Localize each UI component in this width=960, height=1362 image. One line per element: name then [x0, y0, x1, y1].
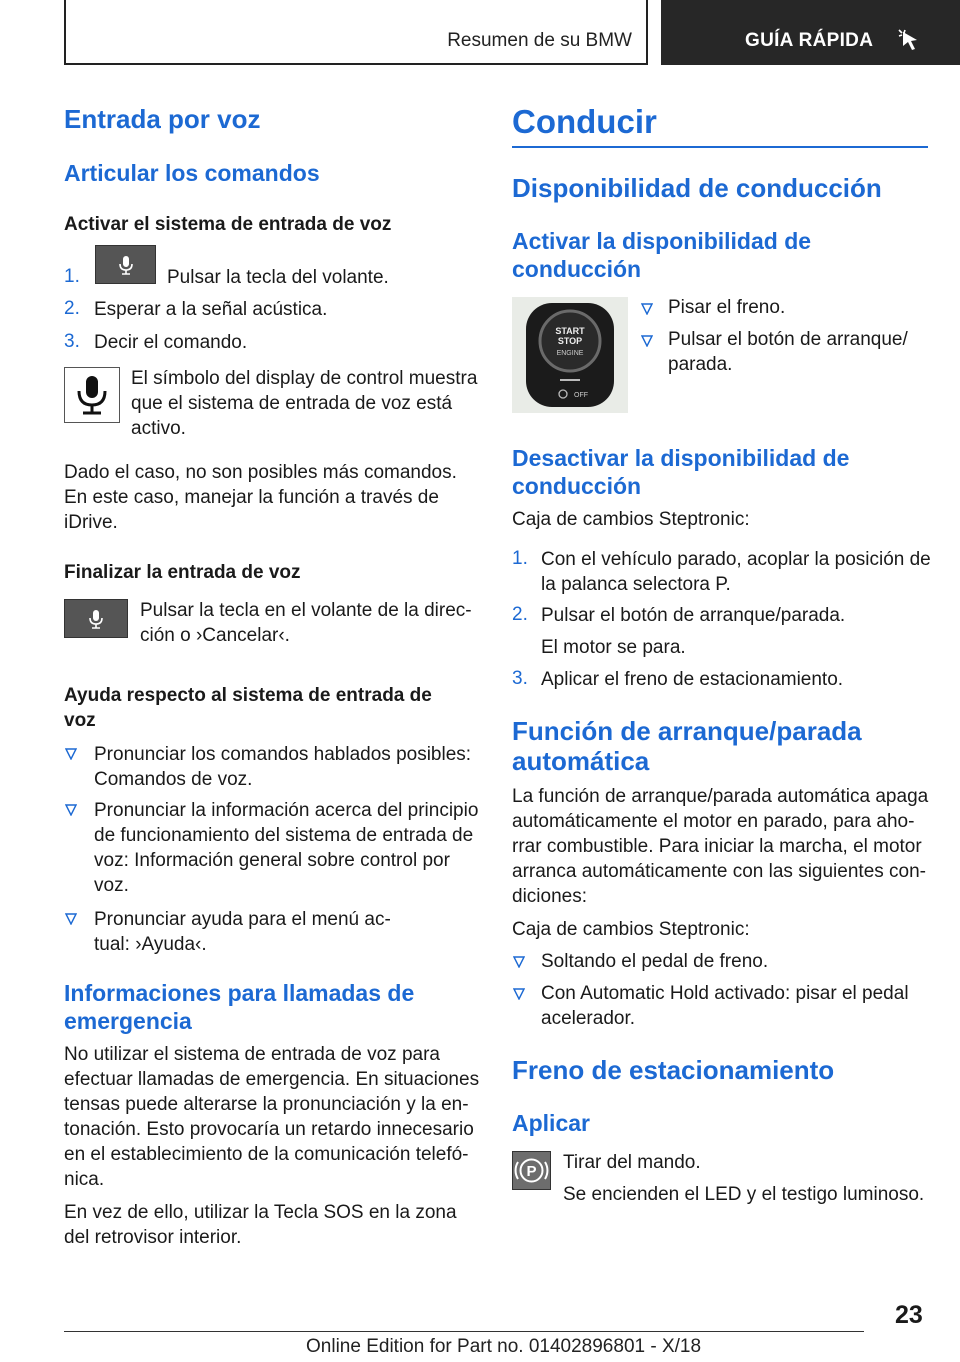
deactivate-step: Con el vehículo parado, acoplar la posición de: [541, 549, 931, 570]
help-item: Comandos de voz.: [94, 769, 253, 790]
subsection-title-commands: Articular los comandos: [64, 160, 320, 186]
step-number: 1.: [512, 548, 528, 569]
apply-step: Tirar del mando.: [563, 1152, 701, 1173]
bullet-triangle-icon: [65, 748, 77, 760]
gearbox-label: Caja de cambios Steptronic:: [512, 509, 750, 530]
deactivate-step: Pulsar el botón de arranque/parada.: [541, 605, 846, 626]
photo-label-stop: STOP: [557, 336, 583, 346]
step-text: Pulsar la tecla del volante.: [167, 267, 389, 288]
bullet-triangle-icon: [65, 804, 77, 816]
paragraph-line: La función de arranque/parada automática apaga: [512, 786, 929, 807]
paragraph-line: nica.: [64, 1169, 105, 1190]
activate-item: parada.: [668, 354, 733, 375]
deactivate-step: Aplicar el freno de estacionamiento.: [541, 669, 844, 690]
apply-result: Se encienden el LED y el testigo luminoso.: [563, 1184, 925, 1205]
help-item: voz: Información general sobre control por: [94, 850, 450, 871]
paragraph-line: del retrovisor interior.: [64, 1227, 242, 1248]
photo-label-start: START: [555, 326, 585, 336]
bullet-triangle-icon: [65, 913, 77, 925]
heading-finish-voice: Finalizar la entrada de voz: [64, 562, 301, 583]
condition-item: Soltando el pedal de freno.: [541, 951, 769, 972]
voice-button-image: [95, 245, 156, 284]
gearbox-label: Caja de cambios Steptronic:: [512, 919, 750, 940]
subsection-title-deactivate: conducción: [512, 473, 642, 499]
paragraph-line: No utilizar el sistema de entrada de voz para: [64, 1044, 440, 1065]
quick-guide-label: GUÍA RÁPIDA: [745, 30, 874, 51]
subsection-title-emergency: Informaciones para llamadas de: [64, 980, 415, 1006]
finish-text-2: ción o ›Cancelar‹.: [140, 625, 290, 646]
heading-activate-voice: Activar el sistema de entrada de voz: [64, 214, 392, 235]
footer-edition: Online Edition for Part no. 01402896801 - X/18: [306, 1336, 702, 1357]
paragraph-line: arranca automáticamente con las siguientes con‐: [512, 861, 927, 882]
bullet-triangle-icon: [513, 956, 525, 968]
paragraph-line: En vez de ello, utilizar la Tecla SOS en la zona: [64, 1202, 457, 1223]
condition-item: Con Automatic Hold activado: pisar el pedal: [541, 983, 909, 1004]
bullet-triangle-icon: [641, 303, 653, 315]
voice-active-symbol-icon: [64, 367, 120, 423]
paragraph-line: tonación. Esto provocaría un retardo innecesario: [64, 1119, 474, 1140]
photo-label-off: OFF: [574, 392, 588, 399]
heading-voice-help: voz: [64, 710, 96, 731]
chapter-rule: [512, 146, 928, 148]
paragraph-line: Dado el caso, no son posibles más comandos.: [64, 462, 457, 483]
section-title-auto-start-stop: automática: [512, 746, 650, 776]
help-item: Pronunciar la información acerca del principio: [94, 800, 479, 821]
subsection-title-emergency: emergencia: [64, 1008, 192, 1034]
symbol-description-1: El símbolo del display de control muestra: [131, 368, 478, 389]
start-stop-button-photo: [512, 297, 628, 413]
photo-label-engine: ENGINE: [556, 350, 584, 357]
heading-voice-help: Ayuda respecto al sistema de entrada de: [64, 685, 432, 706]
quick-guide-tab[interactable]: [661, 0, 960, 65]
paragraph-line: iDrive.: [64, 512, 118, 533]
quick-guide-pointer-icon: [897, 28, 923, 54]
subsection-title-activate: Activar la disponibilidad de: [512, 228, 812, 254]
step-number: 3.: [512, 668, 528, 689]
svg-text:P: P: [526, 1163, 537, 1180]
step-number: 2.: [64, 298, 80, 319]
step-number: 2.: [512, 604, 528, 625]
subsection-title-apply: Aplicar: [512, 1110, 590, 1136]
help-item: Pronunciar ayuda para el menú ac‐: [94, 909, 391, 930]
step-number: 3.: [64, 331, 80, 352]
step-number: 1.: [64, 266, 80, 287]
condition-item: acelerador.: [541, 1008, 636, 1029]
section-title-drive-readiness: Disponibilidad de conducción: [512, 173, 882, 203]
symbol-description-2: que el sistema de entrada de voz está: [131, 393, 453, 414]
chapter-title-driving: Conducir: [512, 103, 657, 140]
page-number: 23: [895, 1301, 923, 1329]
voice-button-image: [64, 599, 128, 638]
paragraph-line: en el establecimiento de la comunicación telefó‐: [64, 1144, 469, 1165]
paragraph-line: En este caso, manejar la función a través de: [64, 487, 439, 508]
section-title-parking-brake: Freno de estacionamiento: [512, 1055, 835, 1085]
section-title-voice-input: Entrada por voz: [64, 104, 261, 134]
help-item: de funcionamiento del sistema de entrada de: [94, 825, 474, 846]
symbol-description-3: activo.: [131, 418, 186, 439]
motor-stops-note: El motor se para.: [541, 637, 686, 658]
parking-brake-switch-icon: [512, 1151, 551, 1190]
help-item: Pronunciar los comandos hablados posibles:: [94, 744, 472, 765]
bullet-triangle-icon: [513, 988, 525, 1000]
footer-rule: [64, 1331, 864, 1332]
header-section-box: [64, 0, 648, 65]
paragraph-line: automáticamente el motor en parado, para aho‐: [512, 811, 915, 832]
help-item: tual: ›Ayuda‹.: [94, 934, 207, 955]
activate-item: Pulsar el botón de arranque/: [668, 329, 908, 350]
paragraph-line: tensas puede alterarse la pronunciación y la en‐: [64, 1094, 469, 1115]
deactivate-step: la palanca selectora P.: [541, 574, 731, 595]
step-text: Decir el comando.: [94, 332, 248, 353]
paragraph-line: diciones:: [512, 886, 587, 907]
activate-item: Pisar el freno.: [668, 297, 786, 318]
paragraph-line: rrar combustible. Para iniciar la marcha, el motor: [512, 836, 922, 857]
header-section-title: Resumen de su BMW: [447, 30, 632, 51]
finish-text-1: Pulsar la tecla en el volante de la direc‐: [140, 600, 472, 621]
step-text: Esperar a la señal acústica.: [94, 299, 328, 320]
bullet-triangle-icon: [641, 335, 653, 347]
help-item: voz.: [94, 875, 129, 896]
subsection-title-activate: conducción: [512, 256, 642, 282]
paragraph-line: efectuar llamadas de emergencia. En situaciones: [64, 1069, 480, 1090]
subsection-title-deactivate: Desactivar la disponibilidad de: [512, 445, 850, 471]
section-title-auto-start-stop: Función de arranque/parada: [512, 716, 862, 746]
